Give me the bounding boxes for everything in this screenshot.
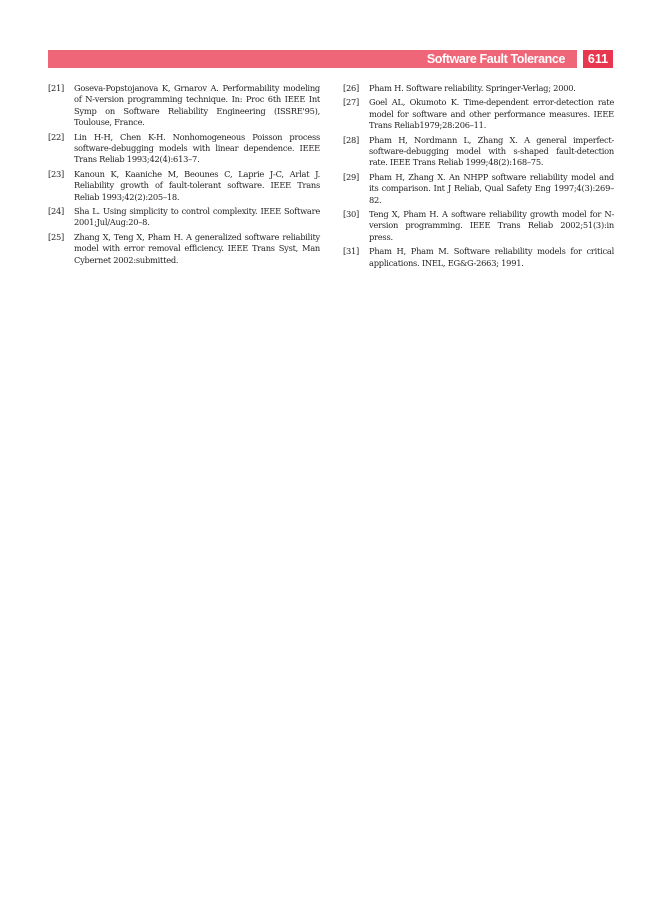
reference-number: [24] <box>48 206 65 217</box>
reference-number: [27] <box>343 97 360 108</box>
reference-number: [25] <box>48 231 65 242</box>
reference-text: Teng X, Pham H. A software reliability growth model for N-version programming. IEEE Trans Reliab 2002;51(3):in press. <box>369 209 614 242</box>
reference-number: [31] <box>343 246 360 257</box>
reference-text: Pham H. Software reliability. Springer-Verlag; 2000. <box>369 83 576 93</box>
reference-text: Kanoun K, Kaaniche M, Beounes C, Laprie J-C, Arlat J. Reliability growth of fault-tolerant software. IEEE Trans Reliab 1993;42(2):205–18. <box>74 168 320 202</box>
reference-item <box>343 209 614 243</box>
reference-item <box>343 135 614 169</box>
reference-item <box>48 169 320 203</box>
running-header <box>48 50 577 68</box>
reference-number: [22] <box>48 131 65 142</box>
reference-number: [26] <box>343 83 360 93</box>
page-number: 611 <box>587 52 609 66</box>
reference-item <box>48 83 320 129</box>
reference-number: [28] <box>343 134 360 145</box>
page-number-box <box>583 50 613 68</box>
reference-number: [29] <box>343 171 360 182</box>
reference-text: Goseva-Popstojanova K, Grnarov A. Performability modeling of N-version programming technique. In: Proc 6th IEEE Int Symp on Software Reliability Engineering (ISSRE'95), Toulouse, France. <box>74 83 320 128</box>
reference-text: Sha L. Using simplicity to control complexity. IEEE Software 2001;Jul/Aug:20–8. <box>74 206 320 228</box>
reference-number: [23] <box>48 168 65 179</box>
reference-text: Pham H, Nordmann L, Zhang X. A general imperfect-software-debugging model with s-shaped fault-detection rate. IEEE Trans Reliab 1999;48(2):168–75. <box>369 134 614 168</box>
reference-text: Pham H, Pham M. Software reliability models for critical applications. INEL, EG&G-2663; 1991. <box>369 246 614 268</box>
references-left-column <box>48 83 320 269</box>
reference-item <box>48 132 320 166</box>
reference-text: Pham H, Zhang X. An NHPP software reliability model and its comparison. Int J Reliab, Qual Safety Eng 1997;4(3):269–82. <box>369 171 614 205</box>
reference-number: [30] <box>343 209 360 220</box>
reference-item <box>343 83 614 94</box>
references-right-column <box>343 83 614 272</box>
reference-item <box>343 172 614 206</box>
running-header-title: Software Fault Tolerance <box>426 52 565 66</box>
reference-item <box>48 232 320 266</box>
reference-item <box>343 97 614 131</box>
reference-item <box>48 206 320 229</box>
reference-item <box>343 246 614 269</box>
reference-number: [21] <box>48 83 65 93</box>
reference-text: Zhang X, Teng X, Pham H. A generalized software reliability model with error removal efficiency. IEEE Trans Syst, Man Cybernet 2002:submitted. <box>74 231 320 265</box>
reference-text: Goel AL, Okumoto K. Time-dependent error-detection rate model for software and other performance measures. IEEE Trans Reliab1979;28:206–11. <box>369 97 614 131</box>
reference-text: Lin H-H, Chen K-H. Nonhomogeneous Poisson process software-debugging models with linear dependence. IEEE Trans Reliab 1993;42(4):613–7. <box>74 131 320 165</box>
